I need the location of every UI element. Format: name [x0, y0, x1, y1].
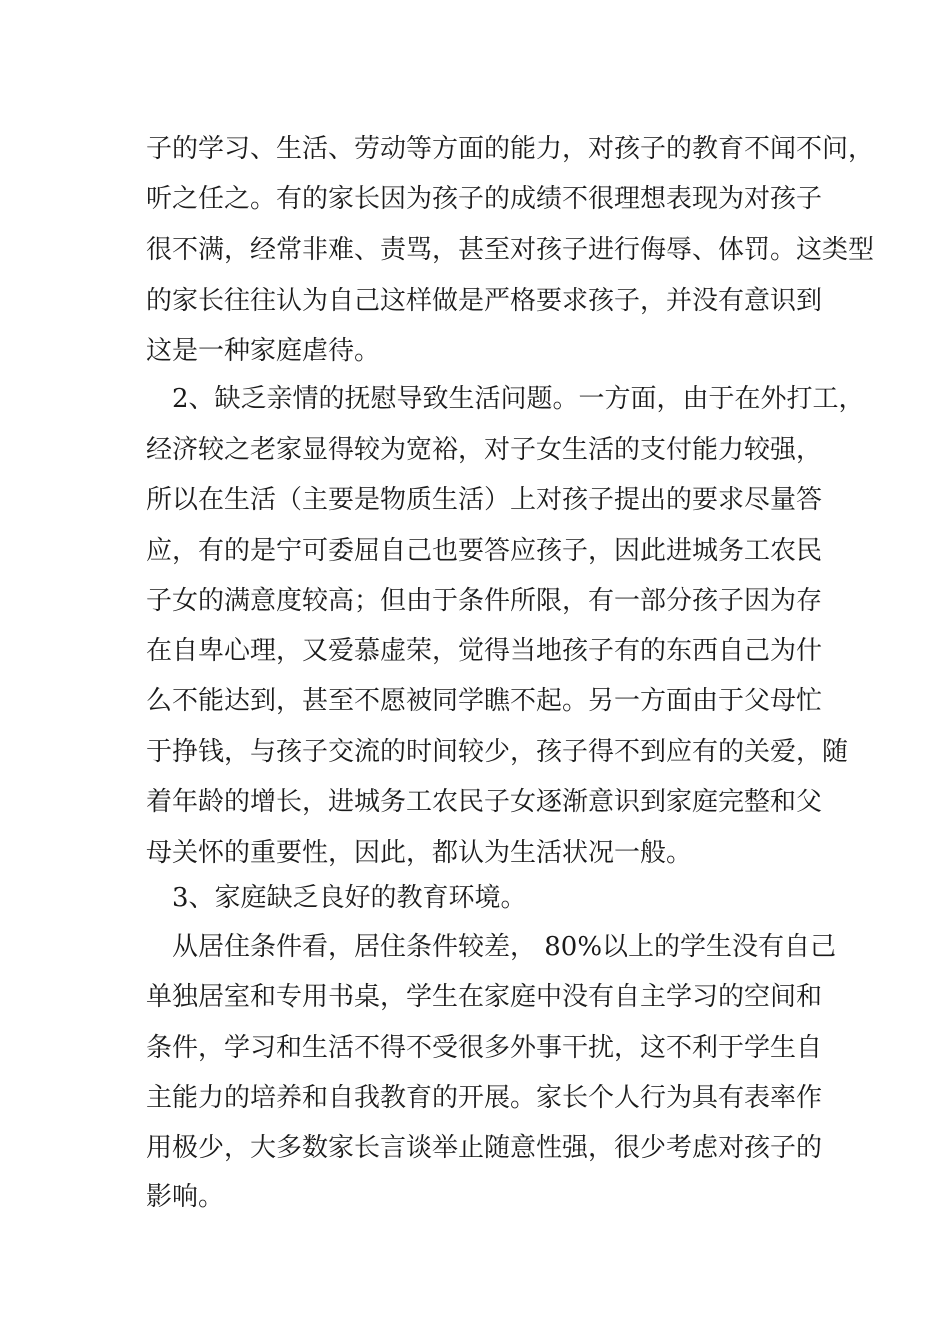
- text-line: 条件，学习和生活不得不受很多外事干扰，这不利于学生自: [146, 1033, 823, 1063]
- text-line: 于挣钱，与孩子交流的时间较少，孩子得不到应有的关爱，随: [146, 737, 849, 767]
- text-line: 着年龄的增长，进城务工农民子女逐渐意识到家庭完整和父: [146, 787, 823, 817]
- text-line: 母关怀的重要性，因此，都认为生活状况一般。: [146, 838, 693, 868]
- text-line: 单独居室和专用书桌，学生在家庭中没有自主学习的空间和: [146, 982, 823, 1012]
- text-line: 的家长往往认为自己这样做是严格要求孩子，并没有意识到: [146, 286, 823, 316]
- text-line: 2、缺乏亲情的抚慰导致生活问题。一方面，由于在外打工，: [172, 384, 865, 414]
- text-line: 很不满，经常非难、责骂，甚至对孩子进行侮辱、体罚。这类型: [146, 235, 875, 265]
- text-line: 用极少，大多数家长言谈举止随意性强，很少考虑对孩子的: [146, 1133, 823, 1163]
- text-line: 听之任之。有的家长因为孩子的成绩不很理想表现为对孩子: [146, 184, 823, 214]
- text-line: 影响。: [146, 1182, 225, 1212]
- text-line: 这是一种家庭虐待。: [146, 336, 381, 366]
- text-line: 么不能达到，甚至不愿被同学瞧不起。另一方面由于父母忙: [146, 686, 823, 716]
- text-line: 从居住条件看，居住条件较差， 80%以上的学生没有自己: [172, 932, 837, 962]
- text-line: 应，有的是宁可委屈自己也要答应孩子，因此进城务工农民: [146, 536, 823, 566]
- text-line: 3、家庭缺乏良好的教育环境。: [172, 883, 527, 913]
- text-line: 经济较之老家显得较为宽裕，对子女生活的支付能力较强，: [146, 435, 823, 465]
- text-line: 所以在生活（主要是物质生活）上对孩子提出的要求尽量答: [146, 485, 823, 515]
- text-line: 子女的满意度较高；但由于条件所限，有一部分孩子因为存: [146, 586, 823, 616]
- text-line: 在自卑心理，又爱慕虚荣，觉得当地孩子有的东西自己为什: [146, 636, 823, 666]
- text-line: 子的学习、生活、劳动等方面的能力，对孩子的教育不闻不问，: [146, 134, 875, 164]
- text-line: 主能力的培养和自我教育的开展。家长个人行为具有表率作: [146, 1083, 823, 1113]
